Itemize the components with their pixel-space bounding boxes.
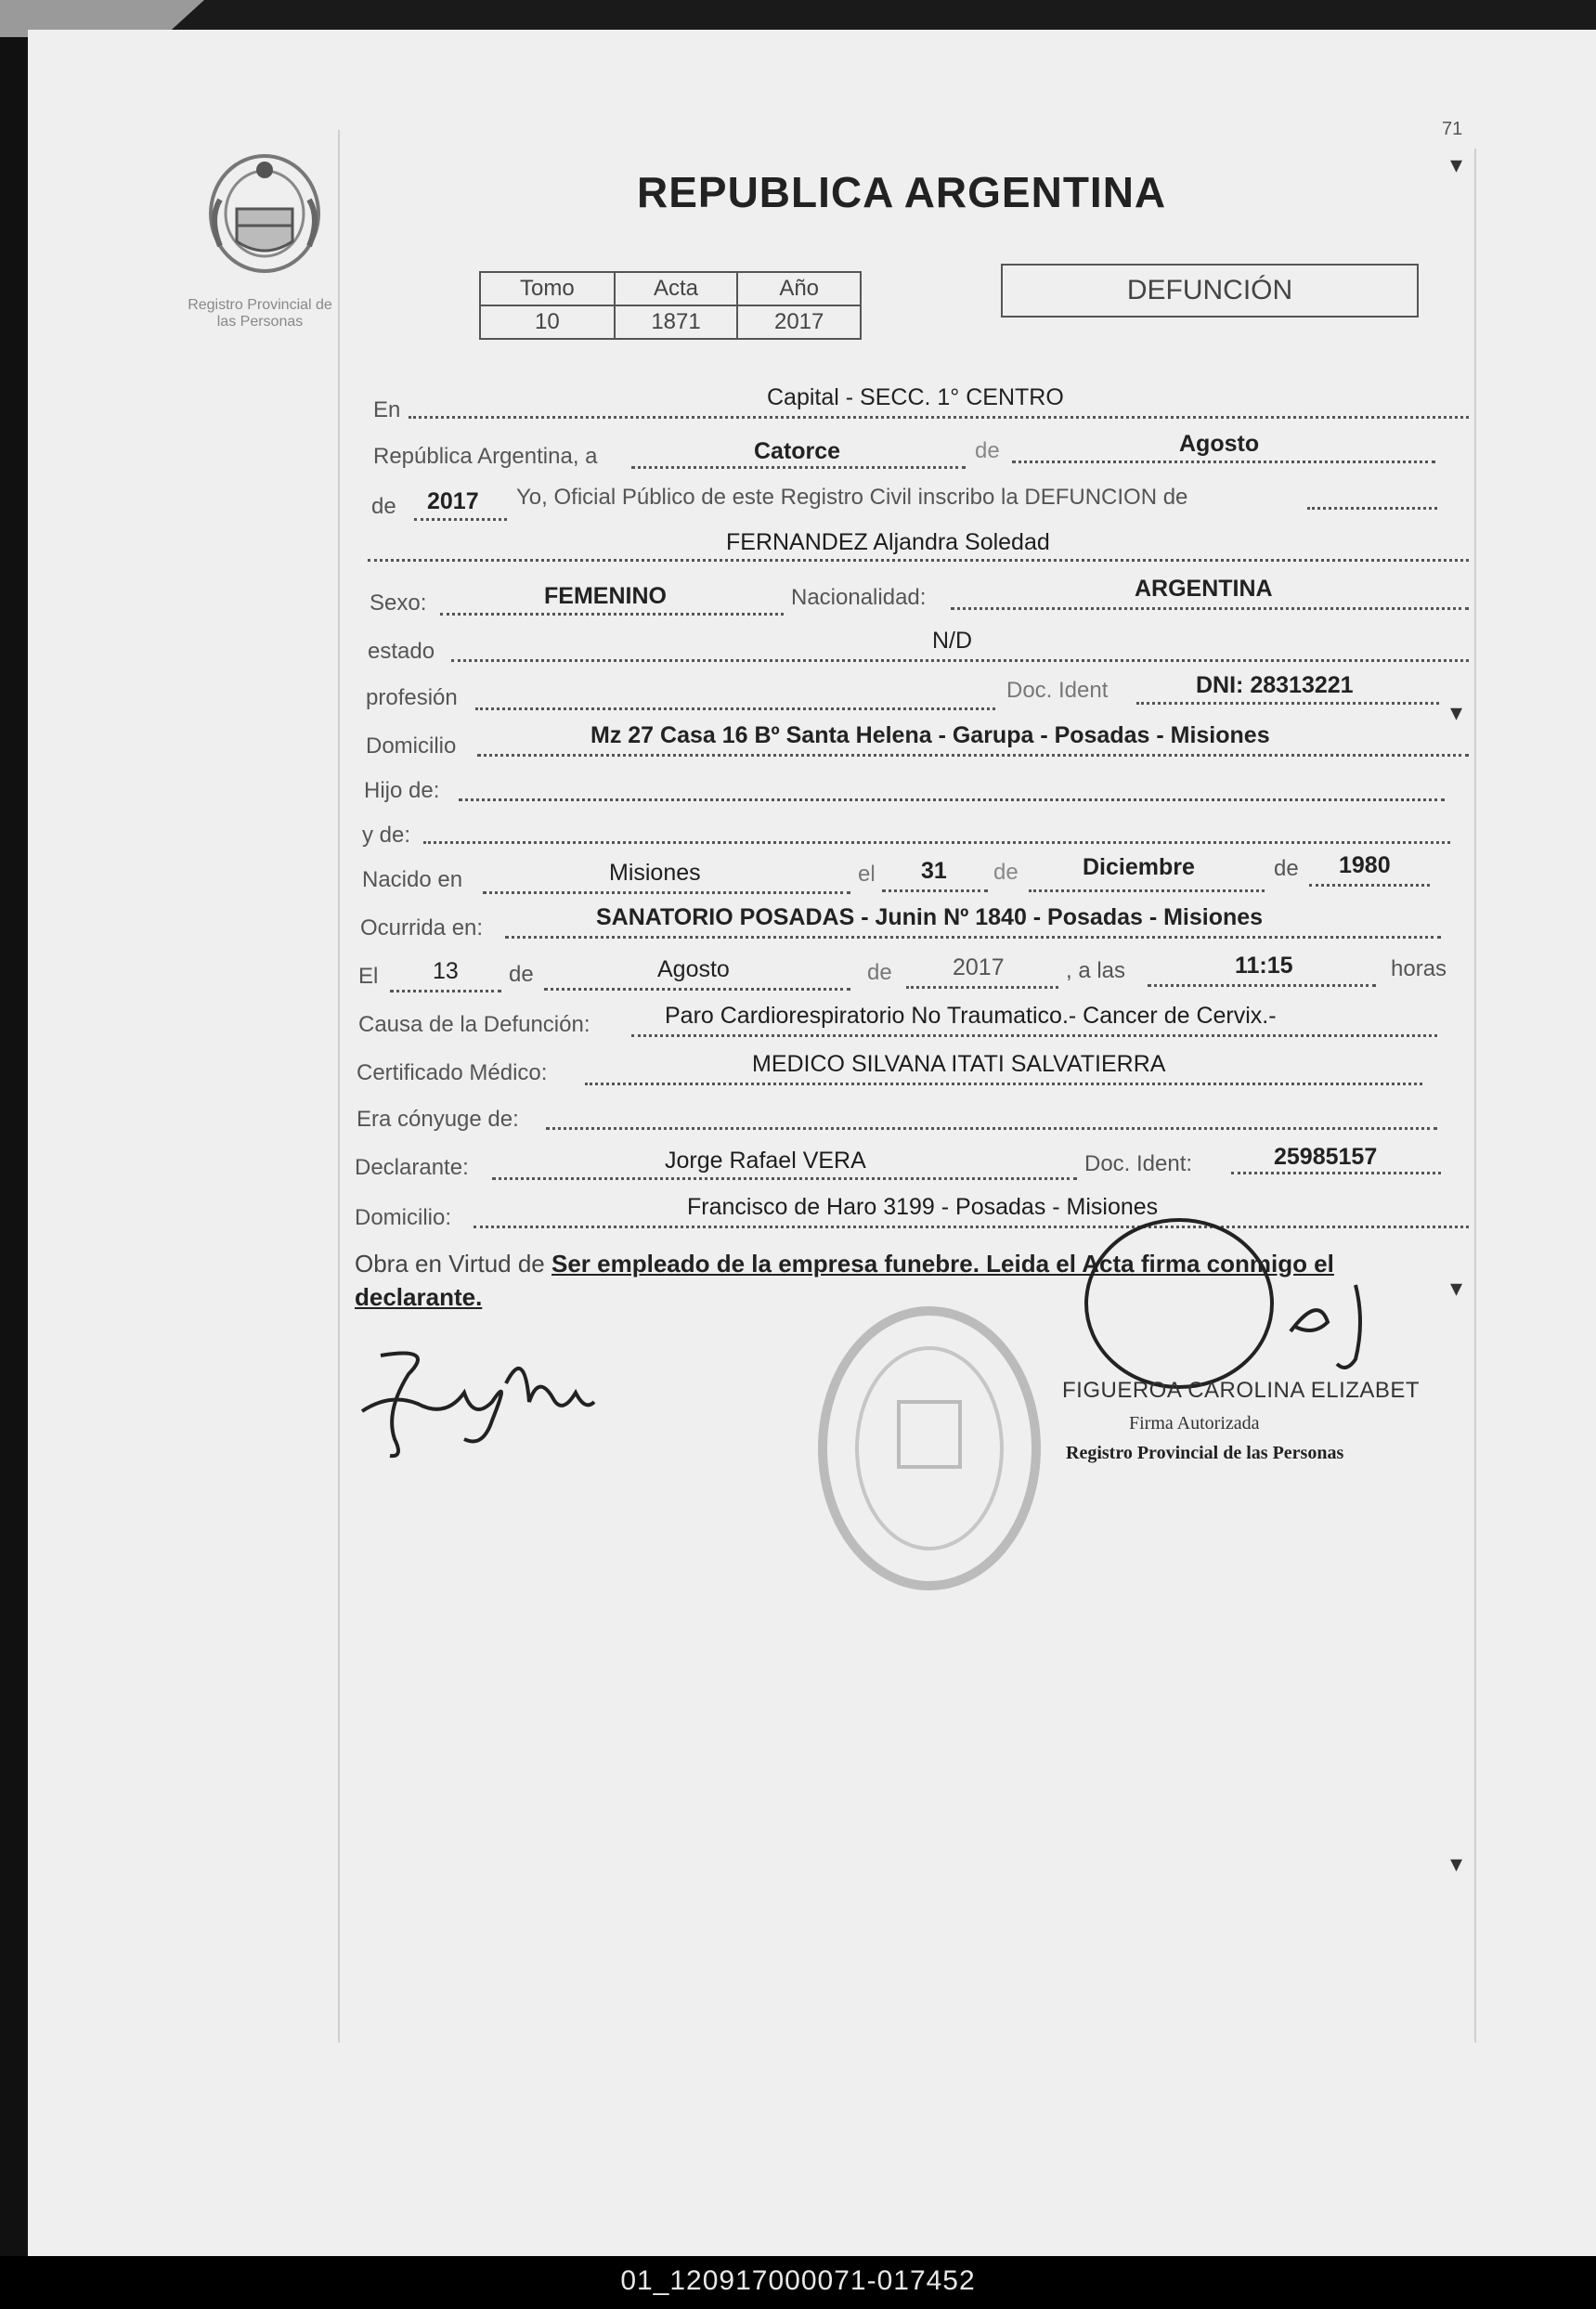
footer-id: 01_120917000071-017452	[620, 2265, 976, 2296]
declarant-signature	[353, 1337, 603, 1472]
document-type: DEFUNCIÓN	[1126, 275, 1293, 305]
label-doc-ident: Doc. Ident	[1006, 678, 1109, 703]
page-number: 71	[1442, 119, 1463, 139]
dots-estado	[451, 659, 1469, 662]
right-margin-line	[1474, 149, 1476, 2043]
document-title: REPUBLICA ARGENTINA	[637, 168, 1167, 216]
value-domicilio: Mz 27 Casa 16 Bº Santa Helena - Garupa - Posadas - Misiones	[590, 722, 1270, 748]
value-def-anio: 2017	[953, 954, 1005, 980]
label-nacionalidad: Nacionalidad:	[791, 585, 927, 610]
tomo-value: 10	[480, 305, 615, 339]
value-declarante-domicilio: Francisco de Haro 3199 - Posadas - Misiones	[687, 1194, 1159, 1220]
value-medico: MEDICO SILVANA ITATI SALVATIERRA	[752, 1051, 1166, 1077]
value-obra: Ser empleado de la empresa funebre. Leida el Acta firma conmigo el	[551, 1250, 1334, 1278]
record-table	[479, 271, 862, 340]
label-de-3: de	[993, 860, 1019, 885]
label-horas: horas	[1391, 956, 1447, 981]
dots-nacido-en	[483, 891, 850, 894]
dots-y-de	[423, 841, 1450, 844]
label-de-5: de	[509, 962, 534, 987]
acta-value: 1871	[615, 305, 738, 339]
label-el: el	[858, 862, 876, 887]
label-hijo-de: Hijo de:	[364, 778, 440, 803]
acta-header: Acta	[615, 272, 738, 305]
label-profesion: profesión	[366, 685, 458, 710]
value-sexo: FEMENINO	[544, 583, 667, 609]
dots-hijo-de	[459, 798, 1445, 801]
margin-mark-2: ▾	[1450, 698, 1463, 726]
value-dni: DNI: 28313221	[1196, 672, 1354, 698]
label-estado: estado	[368, 639, 435, 664]
value-obra-2: declarante.	[355, 1283, 483, 1311]
label-sexo: Sexo:	[370, 590, 427, 616]
dots-dni	[1136, 702, 1439, 705]
label-domicilio: Domicilio	[366, 733, 457, 759]
official-org: Registro Provincial de las Personas	[1066, 1443, 1344, 1463]
label-de-2: de	[371, 494, 396, 519]
document-type-box	[1001, 264, 1419, 318]
value-hora: 11:15	[1235, 953, 1293, 979]
label-certificado: Certificado Médico:	[357, 1060, 548, 1085]
tomo-header: Tomo	[480, 272, 615, 305]
anio-header: Año	[737, 272, 861, 305]
label-ocurrida-en: Ocurrida en:	[360, 915, 484, 940]
dots-declarante-doc	[1231, 1172, 1441, 1174]
dots-anio	[414, 518, 507, 521]
official-role: Firma Autorizada	[1129, 1413, 1260, 1433]
dots-certificado	[585, 1083, 1422, 1085]
dots-hora	[1148, 984, 1376, 987]
dots-en	[409, 416, 1469, 419]
label-el-cap: El	[358, 964, 379, 989]
obra-line-2	[355, 1283, 482, 1312]
official-name: FIGUEROA CAROLINA ELIZABET	[1062, 1378, 1421, 1403]
left-margin-line	[338, 130, 340, 2043]
dots-conyuge	[546, 1127, 1437, 1130]
dots-nacionalidad	[951, 607, 1469, 610]
value-mes: Agosto	[1179, 431, 1260, 457]
dots-sexo	[440, 613, 784, 616]
value-nombre: FERNANDEZ Aljandra Soledad	[726, 529, 1050, 555]
dots-dia	[631, 466, 966, 469]
value-dia-letras: Catorce	[754, 438, 841, 464]
dots-nac-anio	[1309, 884, 1430, 887]
dots-def-mes	[544, 988, 850, 991]
dots-nac-mes	[1029, 889, 1265, 892]
official-signature	[1077, 1183, 1411, 1401]
label-conyuge: Era cónyuge de:	[357, 1107, 519, 1132]
value-lugar: Capital - SECC. 1° CENTRO	[767, 384, 1064, 410]
value-def-mes: Agosto	[657, 956, 730, 982]
official-stamp-icon	[813, 1300, 1045, 1602]
value-declarante: Jorge Rafael VERA	[665, 1148, 866, 1174]
dots-domicilio	[477, 754, 1469, 757]
dots-def-dia	[390, 990, 501, 992]
value-nac-dia: 31	[921, 858, 947, 884]
dots-nac-dia	[882, 889, 988, 892]
label-en: En	[373, 397, 401, 422]
dots-ocurrida	[505, 936, 1441, 939]
label-de-1: de	[975, 438, 1000, 463]
value-nacido-en: Misiones	[609, 860, 701, 886]
label-nacido-en: Nacido en	[362, 867, 463, 892]
value-estado: N/D	[932, 628, 973, 654]
value-ocurrida: SANATORIO POSADAS - Junin Nº 1840 - Posadas - Misiones	[596, 904, 1264, 930]
label-declarante: Declarante:	[355, 1155, 469, 1180]
label-y-de: y de:	[362, 823, 411, 848]
margin-mark-3: ▾	[1450, 1274, 1463, 1302]
value-causa: Paro Cardiorespiratorio No Traumatico.- Cancer de Cervix.-	[665, 1003, 1277, 1029]
label-de-6: de	[867, 960, 892, 985]
dots-profesion	[475, 707, 995, 710]
registry-caption	[167, 297, 353, 331]
label-de-4: de	[1274, 856, 1299, 881]
dots-causa	[631, 1034, 1437, 1037]
value-nacionalidad: ARGENTINA	[1135, 576, 1273, 602]
label-obra: Obra en Virtud de	[355, 1250, 545, 1278]
margin-mark-1: ▾	[1450, 150, 1463, 178]
value-nac-anio: 1980	[1339, 852, 1391, 878]
value-anio: 2017	[427, 488, 479, 514]
label-doc-ident-2: Doc. Ident:	[1084, 1151, 1193, 1176]
registry-caption-line1: Registro Provincial de	[188, 297, 332, 313]
dots-declarante	[492, 1177, 1077, 1180]
anio-value: 2017	[737, 305, 861, 339]
label-domicilio-2: Domicilio:	[355, 1205, 452, 1230]
provincial-seal-icon	[200, 144, 330, 283]
dots-mes	[1012, 461, 1435, 463]
dots-def-anio	[906, 986, 1058, 989]
value-declarante-doc: 25985157	[1274, 1144, 1378, 1170]
margin-mark-4: ▾	[1450, 1849, 1463, 1877]
value-nac-mes: Diciembre	[1083, 854, 1195, 880]
value-def-dia: 13	[433, 958, 459, 984]
label-yo: Yo, Oficial Público de este Registro Civil inscribo la DEFUNCION de	[516, 485, 1188, 510]
dots-yo	[1307, 507, 1437, 510]
label-republica: República Argentina, a	[373, 444, 598, 469]
registry-caption-line2: las Personas	[216, 314, 304, 330]
dots-nombre	[368, 559, 1469, 562]
label-a-las: , a las	[1066, 958, 1126, 983]
label-causa: Causa de la Defunción:	[358, 1012, 590, 1037]
